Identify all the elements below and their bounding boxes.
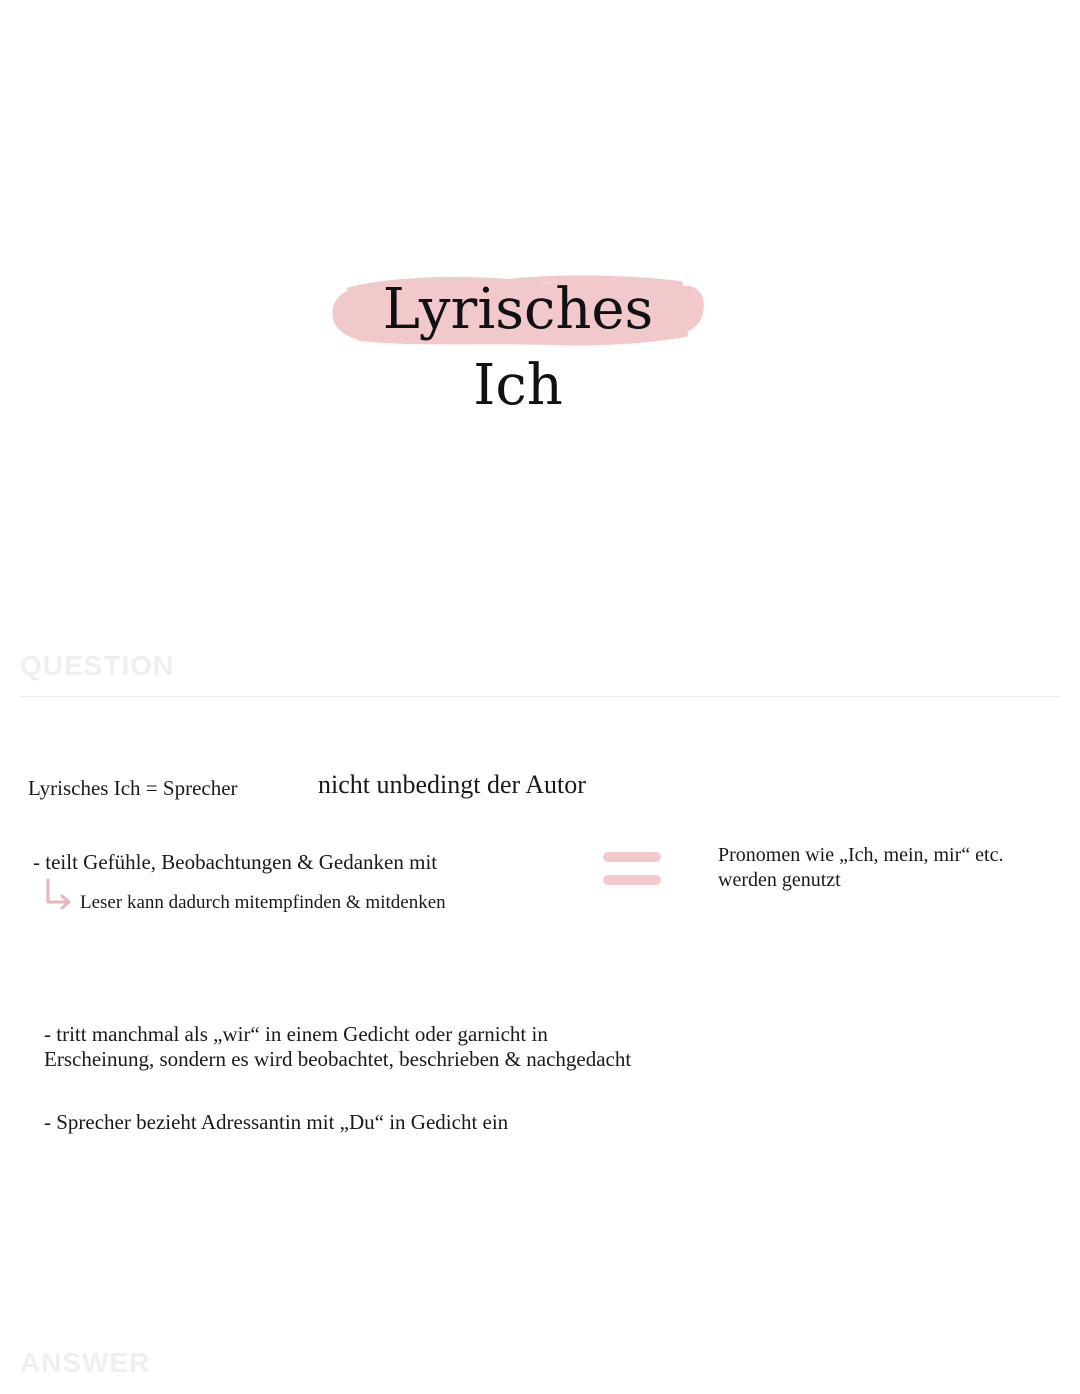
point-1-sub: Leser kann dadurch mitempfinden & mitdenken [80, 892, 446, 913]
point-3: - Sprecher bezieht Adressantin mit „Du“ in Gedicht ein [44, 1110, 509, 1134]
answer-label: ANSWER [20, 1347, 151, 1378]
definition-right: nicht unbedingt der Autor [318, 770, 586, 799]
side-note-line-1: Pronomen wie „Ich, mein, mir“ etc. [718, 844, 1004, 866]
side-note-line-2: werden genutzt [718, 869, 841, 891]
title-block [330, 272, 706, 418]
page-title: Lyrisches Ich [382, 277, 654, 418]
point-1: - teilt Gefühle, Beobachtungen & Gedanken mit [33, 850, 438, 874]
point-2-line-2: Erscheinung, sondern es wird beobachtet, beschrieben & nachgedacht [44, 1047, 632, 1071]
question-label: QUESTION [20, 650, 175, 681]
curved-arrow-icon [43, 878, 75, 917]
point-2-line-1: - tritt manchmal als „wir“ in einem Gedicht oder garnicht in [44, 1022, 548, 1046]
divider [20, 696, 1060, 697]
equals-icon [602, 850, 662, 895]
definition-left: Lyrisches Ich = Sprecher [28, 776, 238, 800]
